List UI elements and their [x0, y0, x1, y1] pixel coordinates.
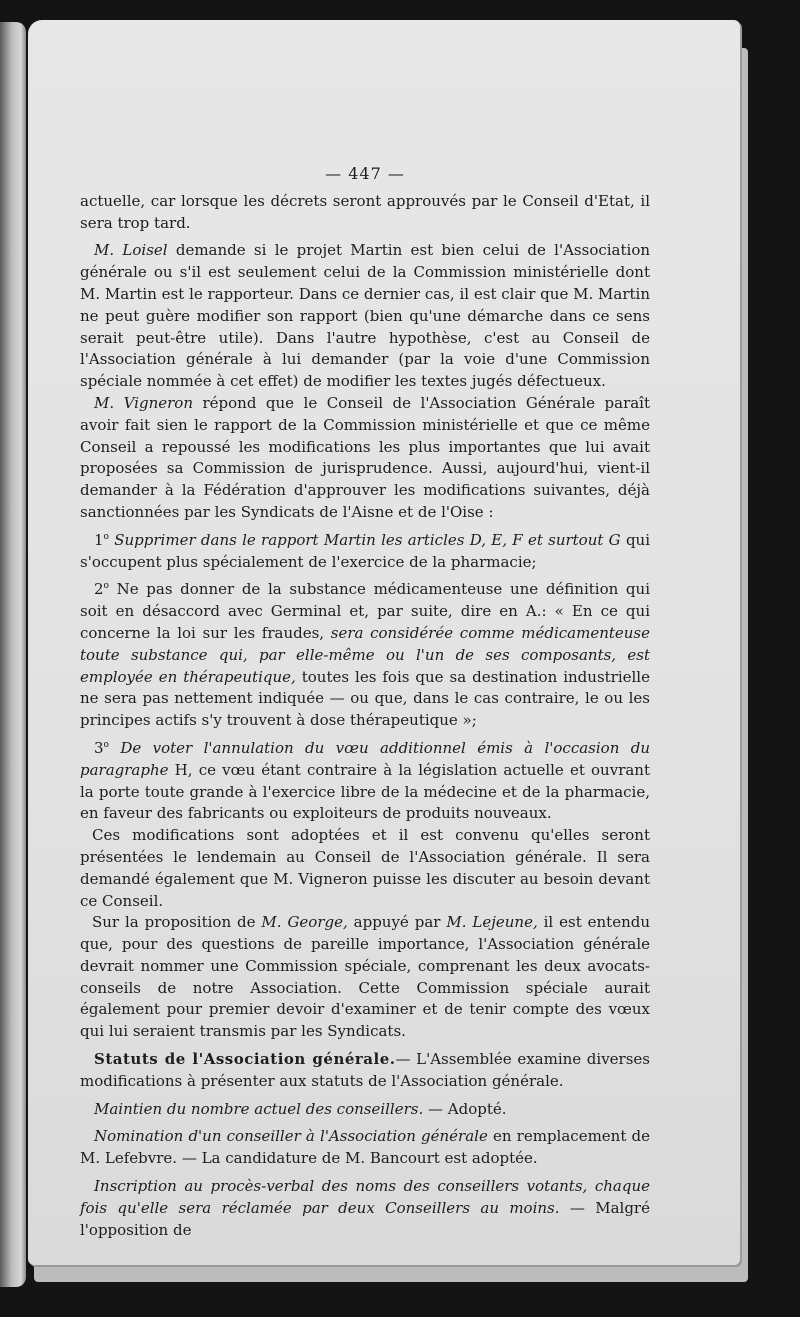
list-item-3-italic: De voter l'annulation du vœu additionnel émis à l'occasion du paragraphe [80, 738, 650, 779]
speaker-vigneron: M. Vigneron [94, 393, 193, 412]
paragraph-maintien-italic: Maintien du nombre actuel des conseillers. [94, 1099, 424, 1118]
paragraph-maintien-text: — Adopté. [423, 1099, 507, 1118]
speaker-george: M. George, [261, 913, 348, 932]
paragraph-loisel-text: demande si le projet Martin est bien celui de l'Association générale ou s'il est seulement celui de la Commission ministérielle dont M. Martin est le rapporteur. Dans ce dernier cas, il est clair que M. Martin ne peut guère modifier son rapport (bien qu'une démarche dans ce sens serait peut-être utile). Dans l'autre hypothèse, c'est au Conseil de l'Association générale à lui demander (par la voie d'une Commission spéciale nommée à cet effet) de modifier les textes jugés défectueux. [80, 241, 651, 391]
facing-page-edge [0, 22, 26, 1287]
page-number: — 447 — [325, 164, 405, 183]
speaker-loisel: M. Loisel [94, 241, 168, 260]
section-statuts [80, 1049, 650, 1093]
list-item-3-ordinal: o [103, 739, 109, 750]
list-item-1-ordinal: o [103, 531, 109, 542]
list-item-1-italic: Supprimer dans le rapport Martin les articles D, E, F et surtout G [108, 530, 621, 549]
page-text [80, 163, 650, 1241]
paragraph-maintien [80, 1099, 650, 1121]
list-item-3 [80, 738, 650, 825]
section-statuts-text: — L'Assemblée examine diverses modifications à présenter aux statuts de l'Association générale. [80, 1050, 650, 1090]
paragraph-proposition-b: appuyé par [347, 913, 447, 932]
list-item-2-text-a: Ne pas donner de la substance médicamenteuse une définition qui soit en désaccord avec Germinal et, par suite, dire en A.: « En ce qui concerne la loi sur les fraudes, [80, 580, 650, 642]
list-item-3-text: H, ce vœu étant contraire à la législation actuelle et ouvrant la porte toute grande à l'exercice libre de la médecine et de la pharmacie, en faveur des fabricants ou exploiteurs de produits nouveaux. [80, 760, 650, 823]
paragraph-nomination-text: en remplacement de M. Lefebvre. — La candidature de M. Bancourt est adoptée. [80, 1127, 650, 1168]
list-item-2-italic: sera considérée comme médicamenteuse toute substance qui, par elle-même ou l'un de ses composants, est employée en thérapeutique, [80, 623, 650, 686]
paragraph-1-text: actuelle, car lorsque les décrets seront approuvés par le Conseil d'Etat, il sera trop tard. [80, 191, 650, 232]
speaker-lejeune: M. Lejeune, [446, 913, 538, 932]
paragraph-1 [80, 191, 650, 235]
list-item-2-ordinal: o [103, 581, 109, 592]
paragraph-proposition-a: Sur la proposition de [92, 913, 262, 932]
list-item-2 [80, 579, 650, 732]
list-item-1-text: qui s'occupent plus spécialement de l'exercice de la pharmacie; [80, 530, 651, 571]
list-item-2-number: 2 [94, 580, 104, 599]
paragraph-inscription-text: — Malgré l'opposition de [80, 1198, 650, 1239]
paragraph-nomination [80, 1126, 650, 1170]
paragraph-proposition-c: il est entendu que, pour des questions de pareille importance, l'Association générale devrait nommer une Commission spéciale, comprenant les deux avocats-conseils de notre Association. Cette Commission spéciale aurait également pour premier devoir d'examiner et de tenir compte des vœux qui lui seraient transmis par les Syndicats. [80, 913, 650, 1041]
paragraph-adoption-text: Ces modifications sont adoptées et il est convenu qu'elles seront présentées le lendemain au Conseil de l'Association générale. Il sera demandé également que M. Vigneron puisse les discuter au besoin devant ce Conseil. [80, 826, 650, 910]
paragraph-proposition [80, 912, 650, 1043]
book-page [28, 20, 740, 1265]
section-heading: Statuts de l'Association générale. [94, 1050, 396, 1069]
paragraph-adoption [80, 825, 650, 912]
paragraph-loisel [80, 240, 650, 393]
paragraph-inscription [80, 1176, 650, 1241]
list-item-3-number: 3 [94, 738, 104, 757]
list-item-2-text-b: toutes les fois que sa destination industrielle ne sera pas nettement indiquée — ou que, dans le cas contraire, le ou les principes actifs s'y trouvent à dose thérapeutique »; [80, 667, 650, 730]
list-item-1-number: 1 [94, 530, 104, 549]
paragraph-nomination-italic: Nomination d'un conseiller à l'Association générale [94, 1127, 488, 1146]
paragraph-vigneron [80, 393, 650, 524]
paragraph-vigneron-text: répond que le Conseil de l'Association Générale paraît avoir fait sien le rapport de la Commission ministérielle et que ce même Conseil a repoussé les modifications les plus importantes que lui avait proposées sa Commission de jurisprudence. Aussi, aujourd'hui, vient-il demander à la Fédération d'approuver les modifications suivantes, déjà sanctionnées par les Syndicats de l'Aisne et de l'Oise : [80, 393, 651, 521]
paragraph-inscription-italic: Inscription au procès-verbal des noms des conseillers votants, chaque fois qu'elle sera réclamée par deux Conseillers au moins. [80, 1177, 650, 1217]
list-item-1 [80, 530, 650, 574]
